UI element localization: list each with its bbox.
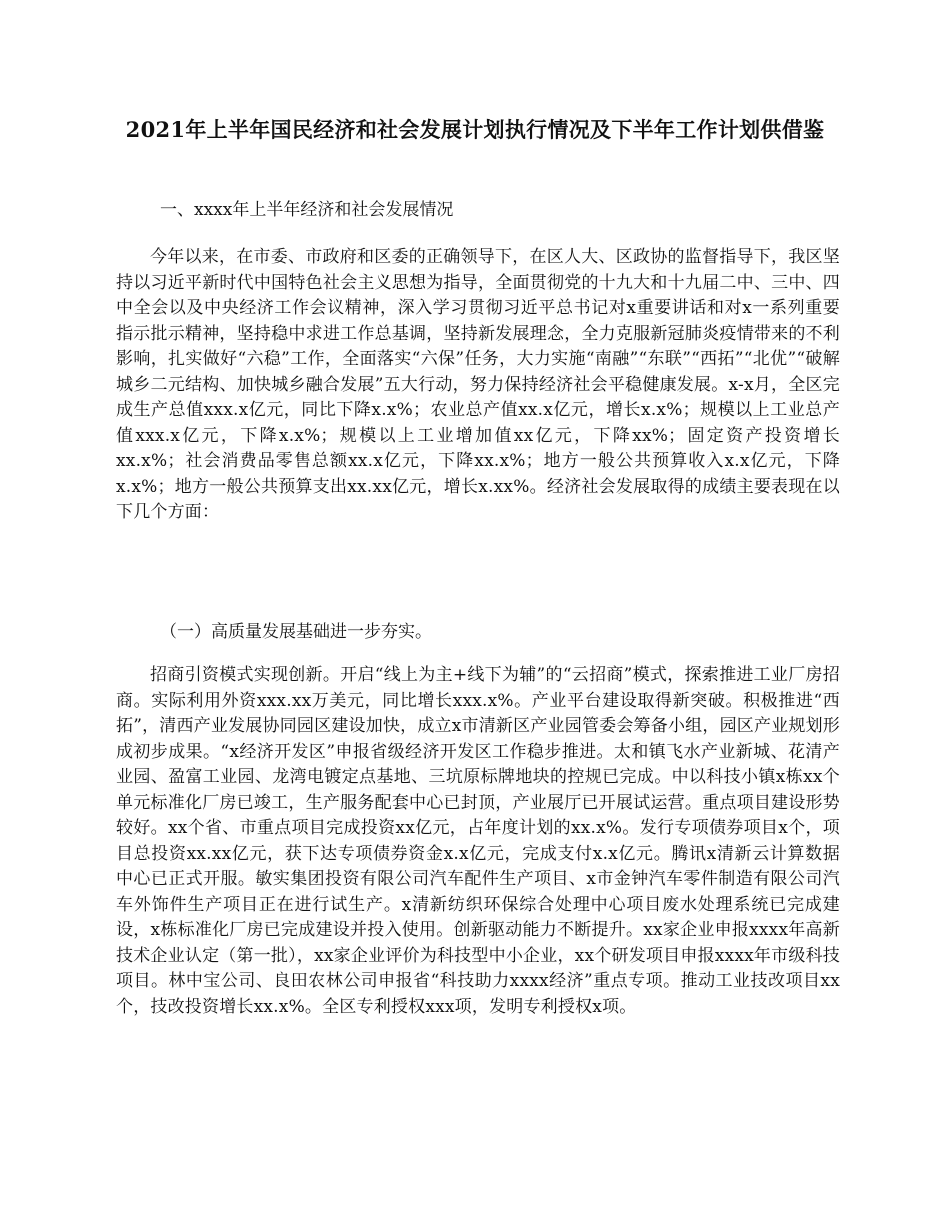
section-heading: 一、xxxx年上半年经济和社会发展情况 [160, 200, 454, 220]
body-paragraph-2: 招商引资模式实现创新。开启“线上为主+线下为辅”的“云招商”模式，探索推进工业厂房招商。实际利用外资xxx.xx万美元，同比增长xxx.x%。产业平台建设取得新突破。积极推进“西拓”，清西产业发展协同园区建设加快，成立x市清新区产业园管委会筹备小组，园区产业规划形成初步成果。“x经济开发区”申报省级经济开发区工作稳步推进。太和镇飞水产业新城、花清产业园、盈富工业园、龙湾电镀定点基地、三坑原标牌地块的控规已完成。中以科技小镇x栋xx个单元标准化厂房已竣工，生产服务配套中心已封顶，产业展厅已开展试运营。重点项目建设形势较好。xx个省、市重点项目完成投资xx亿元，占年度计划的xx.x%。发行专项债券项目x个，项目总投资xx.xx亿元，获下达专项债券资金x.x亿元，完成支付x.x亿元。腾讯x清新云计算数据中心已正式开服。敏实集团投资有限公司汽车配件生产项目、x市金钟汽车零件制造有限公司汽车外饰件生产项目正在进行试生产。x清新纺织环保综合处理中心项目废水处理系统已完成建设，x栋标准化厂房已完成建设并投入使用。创新驱动能力不断提升。xx家企业申报xxxx年高新技术企业认定（第一批），xx家企业评价为科技型中小企业，xx个研发项目申报xxxx年市级科技项目。林中宝公司、良田农林公司申报省“科技助力xxxx经济”重点专项。推动工业技改项目xx个，技改投资增长xx.x%。全区专利授权xxx项，发明专利授权x项。 [116, 665, 840, 1017]
document-title: 2021年上半年国民经济和社会发展计划执行情况及下半年工作计划供借鉴 [125, 117, 825, 142]
body-paragraph-1: 今年以来，在市委、市政府和区委的正确领导下，在区人大、区政协的监督指导下，我区坚持以习近平新时代中国特色社会主义思想为指导，全面贯彻党的十九大和十九届二中、三中、四中全会以及中央经济工作会议精神，深入学习贯彻习近平总书记对x重要讲话和对x一系列重要指示批示精神，坚持稳中求进工作总基调，坚持新发展理念，全力克服新冠肺炎疫情带来的不利影响，扎实做好“六稳”工作，全面落实“六保”任务，大力实施“南融”“东联”“西拓”“北优”“破解城乡二元结构、加快城乡融合发展”五大行动，努力保持经济社会平稳健康发展。x-x月，全区完成生产总值xxx.x亿元，同比下降x.x%；农业总产值xx.x亿元，增长x.x%；规模以上工业总产值xxx.x亿元，下降x.x%；规模以上工业增加值xx亿元，下降xx%；固定资产投资增长xx.x%；社会消费品零售总额xx.x亿元，下降xx.x%；地方一般公共预算收入x.x亿元，下降x.x%；地方一般公共预算支出xx.xx亿元，增长x.xx%。经济社会发展取得的成绩主要表现在以下几个方面： [116, 247, 840, 522]
subsection-heading: （一）高质量发展基础进一步夯实。 [160, 622, 432, 642]
